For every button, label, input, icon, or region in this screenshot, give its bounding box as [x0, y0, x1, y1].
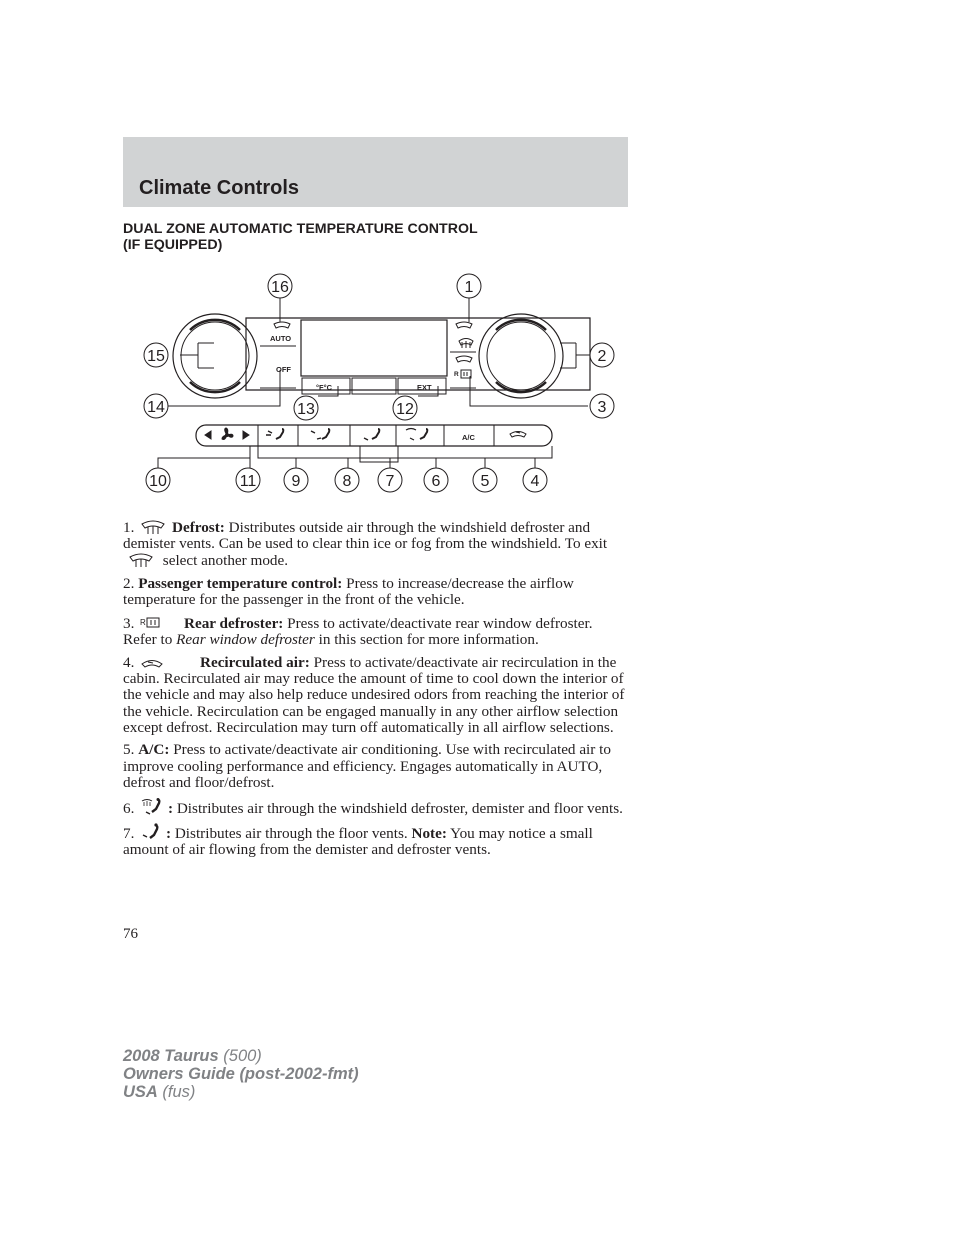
callout-14	[144, 394, 168, 418]
defrost-icon	[459, 339, 473, 349]
callout-6	[424, 468, 448, 492]
subheading-line-2: (IF EQUIPPED)	[123, 236, 223, 253]
floor-icon	[364, 429, 379, 440]
item-4: 4. Recirculated air: Press to activate/deactivate air recirculation in the cabin. Recirculated air may reduce the amount of time to cool down the interior of the vehicle and may also help reduce undesired odors from reaching the interior of the vehicle. Recirculation can be engaged manually in any other airflow selection except defrost. Recirculation may turn off automatically in all airflow selections.	[123, 653, 625, 736]
svg-text:10: 10	[149, 473, 167, 490]
callout-12	[393, 396, 417, 420]
subheading	[123, 222, 478, 253]
auto-label: AUTO	[270, 334, 292, 343]
arrow-left-icon	[205, 431, 211, 439]
ac-label: A/C	[462, 433, 475, 442]
callout-2	[590, 343, 614, 367]
panel-floor-icon	[311, 429, 329, 439]
callout-3	[590, 394, 614, 418]
footer-line-3: USA (fus)	[123, 1083, 196, 1101]
defrost-icon	[138, 519, 168, 535]
footer-line-1: 2008 Taurus (500)	[123, 1047, 262, 1065]
callout-9	[284, 468, 308, 492]
svg-text:8: 8	[342, 473, 352, 490]
climate-panel-diagram	[138, 268, 618, 500]
callout-7	[378, 468, 402, 492]
temp-units-label: °F°C	[316, 383, 332, 392]
callout-4	[523, 468, 547, 492]
callout-10	[146, 468, 170, 492]
defrost-icon	[123, 552, 159, 568]
callout-8	[335, 468, 359, 492]
callout-5	[473, 468, 497, 492]
item-7: 7. : Distributes air through the floor vents. Note: You may notice a small amount of air flowing from the demister and defroster vents.	[123, 825, 593, 859]
floor-defrost-icon	[406, 429, 427, 441]
callout-11	[236, 468, 260, 492]
section-title: Climate Controls	[139, 177, 300, 199]
rear-label: R	[454, 371, 459, 378]
subheading-line-1: DUAL ZONE AUTOMATIC TEMPERATURE CONTROL	[123, 221, 478, 237]
item-3: 3. R Rear defroster: Press to activate/deactivate rear window defroster. Refer to Rear window defroster in this section for more information.	[123, 615, 593, 649]
svg-text:2: 2	[597, 348, 607, 365]
callout-15	[144, 343, 168, 367]
footer-line-2: Owners Guide (post-2002-fmt)	[123, 1065, 359, 1083]
svg-text:13: 13	[297, 401, 315, 418]
svg-text:11: 11	[239, 473, 257, 490]
footer	[123, 1047, 359, 1101]
item-6: 6. : Distributes air through the windshield defroster, demister and floor vents.	[123, 799, 623, 817]
svg-text:15: 15	[147, 348, 165, 365]
item-1: 1. Defrost: Distributes outside air through the windshield defroster and demister vents. Can be used to clear thin ice or fog from the windshield. To exit select another mode.	[123, 519, 608, 570]
svg-text:5: 5	[480, 473, 490, 490]
svg-text:9: 9	[291, 473, 301, 490]
svg-text:12: 12	[396, 401, 414, 418]
svg-text:1: 1	[464, 279, 474, 296]
defrost-icon	[456, 322, 472, 328]
svg-text:4: 4	[530, 473, 540, 490]
callout-13	[294, 396, 318, 420]
callout-16	[268, 274, 292, 298]
callout-1	[457, 274, 481, 298]
svg-text:7: 7	[385, 473, 395, 490]
arrow-right-icon	[243, 431, 249, 439]
floor-icon	[138, 823, 162, 841]
ext-label: EXT	[417, 383, 432, 392]
svg-text:3: 3	[597, 399, 607, 416]
off-label: OFF	[276, 365, 291, 374]
item-2: 2. Passenger temperature control: Press to increase/decrease the airflow temperature for the passenger in the front of the vehicle.	[123, 575, 574, 609]
floor-defrost-icon	[138, 798, 164, 816]
recirculate-icon	[138, 656, 196, 670]
fan-icon	[222, 428, 233, 440]
svg-text:R: R	[140, 618, 146, 628]
svg-text:6: 6	[431, 473, 441, 490]
item-5: 5. A/C: Press to activate/deactivate air conditioning. Use with recirculated air to improve cooling performance and efficiency. Engages automatically in AUTO, defrost and floor/defrost.	[123, 741, 611, 791]
body-text	[123, 519, 628, 865]
panel-vent-icon	[266, 429, 283, 439]
recirculate-icon	[456, 356, 472, 362]
svg-text:14: 14	[147, 399, 165, 416]
page-number: 76	[123, 926, 138, 942]
recirculate-icon	[510, 432, 526, 438]
svg-text:16: 16	[271, 279, 289, 296]
rear-defrost-icon	[138, 615, 180, 631]
defrost-icon	[274, 322, 290, 328]
